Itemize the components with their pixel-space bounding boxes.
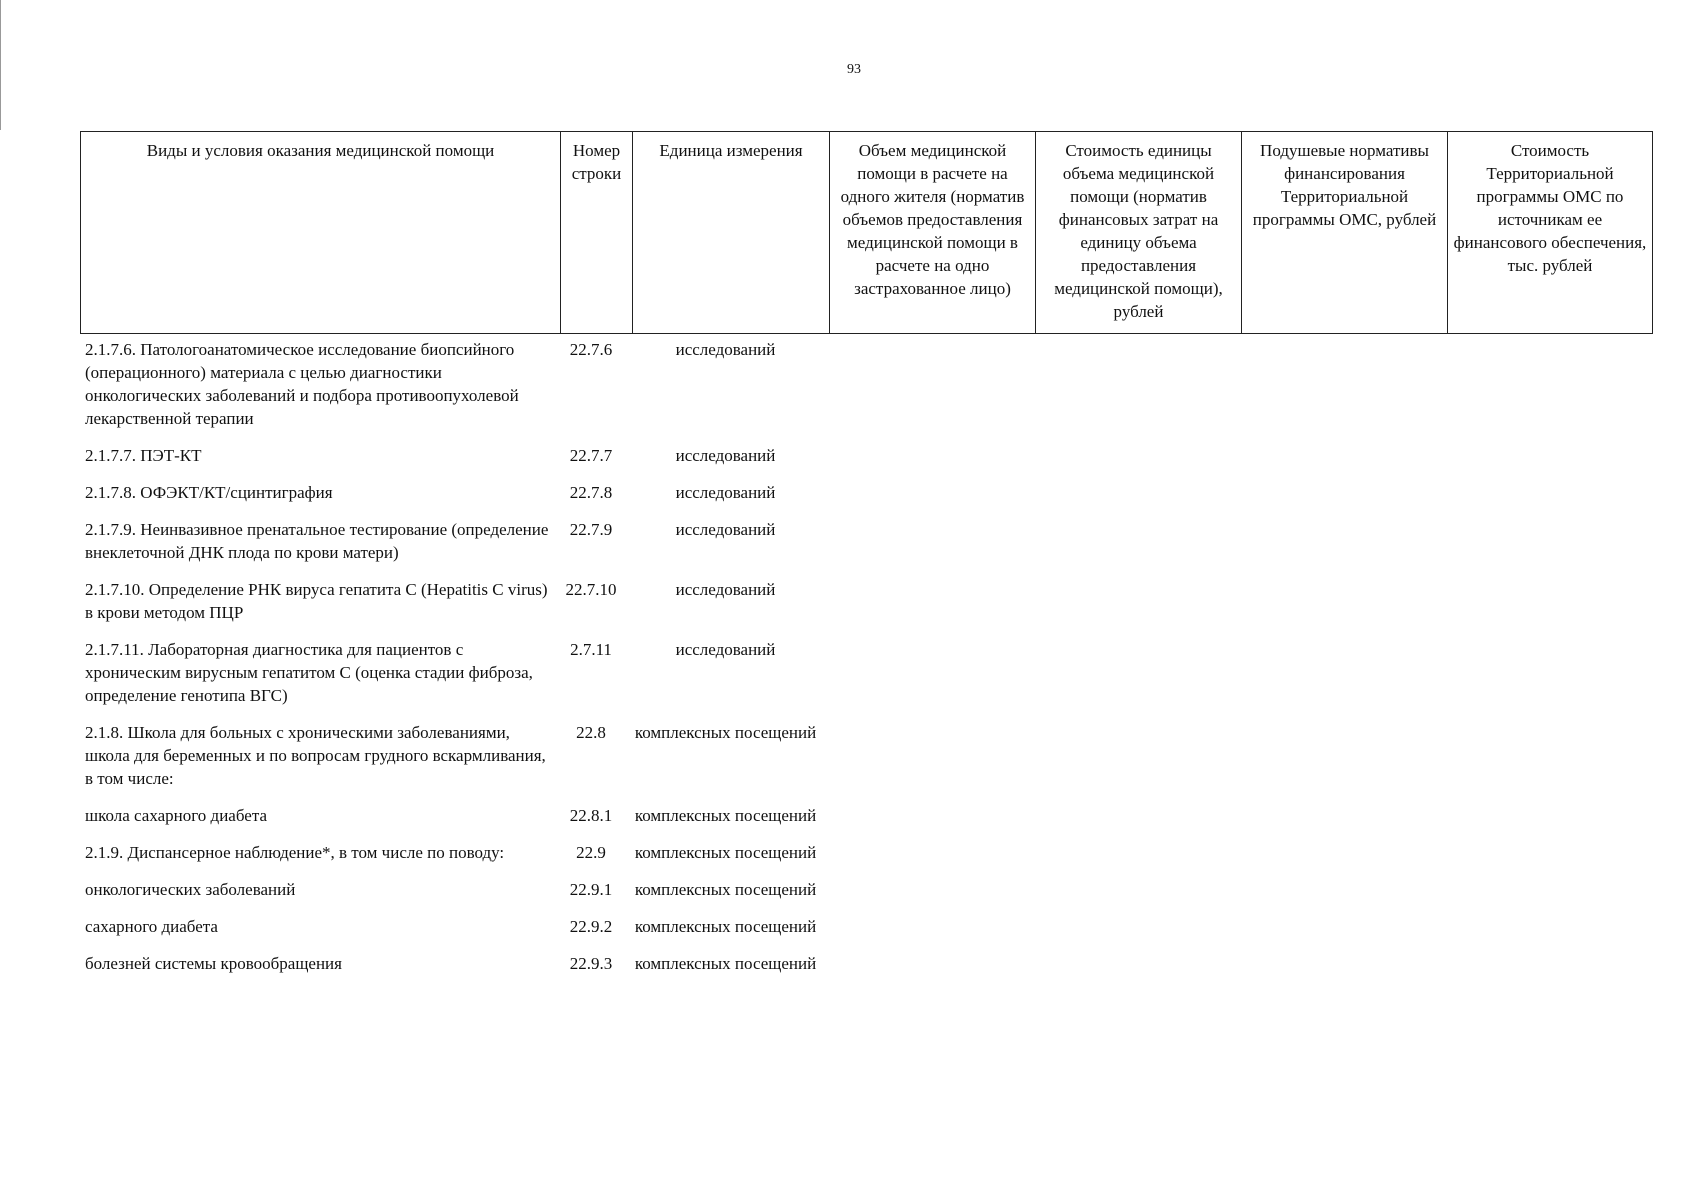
row-number: 22.9 xyxy=(576,843,606,862)
table-row xyxy=(80,518,824,564)
table-row xyxy=(80,638,824,707)
header-unit: Единица измерения xyxy=(633,132,830,334)
row-name: 2.1.7.6. Патологоанатомическое исследование биопсийного (операционного) материала с целью диагностики онкологических заболеваний и подбора противоопухолевой лекарственной терапии xyxy=(85,340,519,428)
row-unit: комплексных посещений xyxy=(634,806,817,825)
header-per-capita: Подушевые нормативы финансирования Территориальной программы ОМС, рублей xyxy=(1242,132,1448,334)
table-row xyxy=(80,841,824,864)
table-row xyxy=(80,804,824,827)
table-row xyxy=(80,338,824,430)
header-volume: Объем медицинской помощи в расчете на одного жителя (норматив объемов предоставления медицинской помощи в расчете на одно застрахованное лицо) xyxy=(830,132,1036,334)
table-row xyxy=(80,878,824,901)
row-number: 22.8 xyxy=(576,723,606,742)
table-header xyxy=(80,131,1653,334)
row-unit: исследований xyxy=(675,520,776,539)
header-unit-cost: Стоимость единицы объема медицинской помощи (норматив финансовых затрат на единицу объема предоставления медицинской помощи), рублей xyxy=(1036,132,1242,334)
row-number: 22.7.8 xyxy=(569,483,613,502)
table-row xyxy=(80,578,824,624)
row-unit: исследований xyxy=(675,340,776,359)
table-row xyxy=(80,481,824,504)
row-number: 22.9.1 xyxy=(569,880,613,899)
row-unit: исследований xyxy=(675,580,776,599)
row-number: 22.9.3 xyxy=(569,954,613,973)
table-row xyxy=(80,952,824,975)
table-row xyxy=(80,721,824,790)
row-unit: комплексных посещений xyxy=(634,954,817,973)
table-row xyxy=(80,444,824,467)
row-name: 2.1.7.11. Лабораторная диагностика для пациентов с хроническим вирусным гепатитом С (оценка стадии фиброза, определение генотипа ВГС) xyxy=(85,640,533,705)
header-program-cost: Стоимость Территориальной программы ОМС по источникам ее финансового обеспечения, тыс. рублей xyxy=(1448,132,1653,334)
row-name: онкологических заболеваний xyxy=(85,880,296,899)
row-number: 22.8.1 xyxy=(569,806,613,825)
row-name: болезней системы кровообращения xyxy=(85,954,342,973)
row-unit: комплексных посещений xyxy=(634,843,817,862)
row-name: 2.1.7.7. ПЭТ-КТ xyxy=(85,446,202,465)
table-row xyxy=(80,915,824,938)
table-body xyxy=(80,338,824,989)
row-unit: исследований xyxy=(675,446,776,465)
row-unit: комплексных посещений xyxy=(634,917,817,936)
row-number: 22.7.9 xyxy=(569,520,613,539)
row-number: 22.7.6 xyxy=(569,340,613,359)
row-number: 22.7.10 xyxy=(565,580,617,599)
row-unit: комплексных посещений xyxy=(634,880,817,899)
row-name: сахарного диабета xyxy=(85,917,218,936)
header-row-number: Номер строки xyxy=(561,132,633,334)
row-number: 22.9.2 xyxy=(569,917,613,936)
row-name: 2.1.7.9. Неинвазивное пренатальное тестирование (определение внеклеточной ДНК плода по крови матери) xyxy=(85,520,549,562)
row-name: 2.1.7.8. ОФЭКТ/КТ/сцинтиграфия xyxy=(85,483,333,502)
row-number: 22.7.7 xyxy=(569,446,613,465)
row-name: 2.1.9. Диспансерное наблюдение*, в том числе по поводу: xyxy=(85,843,505,862)
row-number: 2.7.11 xyxy=(570,640,612,659)
row-name: школа сахарного диабета xyxy=(85,806,268,825)
row-unit: исследований xyxy=(675,640,776,659)
row-unit: комплексных посещений xyxy=(634,723,817,742)
row-unit: исследований xyxy=(675,483,776,502)
page-number: 93 xyxy=(847,62,861,77)
header-service-type: Виды и условия оказания медицинской помощи xyxy=(81,132,561,334)
row-name: 2.1.8. Школа для больных с хроническими заболеваниями, школа для беременных и по вопросам грудного вскармливания, в том числе: xyxy=(85,723,546,788)
row-name: 2.1.7.10. Определение РНК вируса гепатита С (Hepatitis C virus) в крови методом ПЦР xyxy=(85,580,548,622)
